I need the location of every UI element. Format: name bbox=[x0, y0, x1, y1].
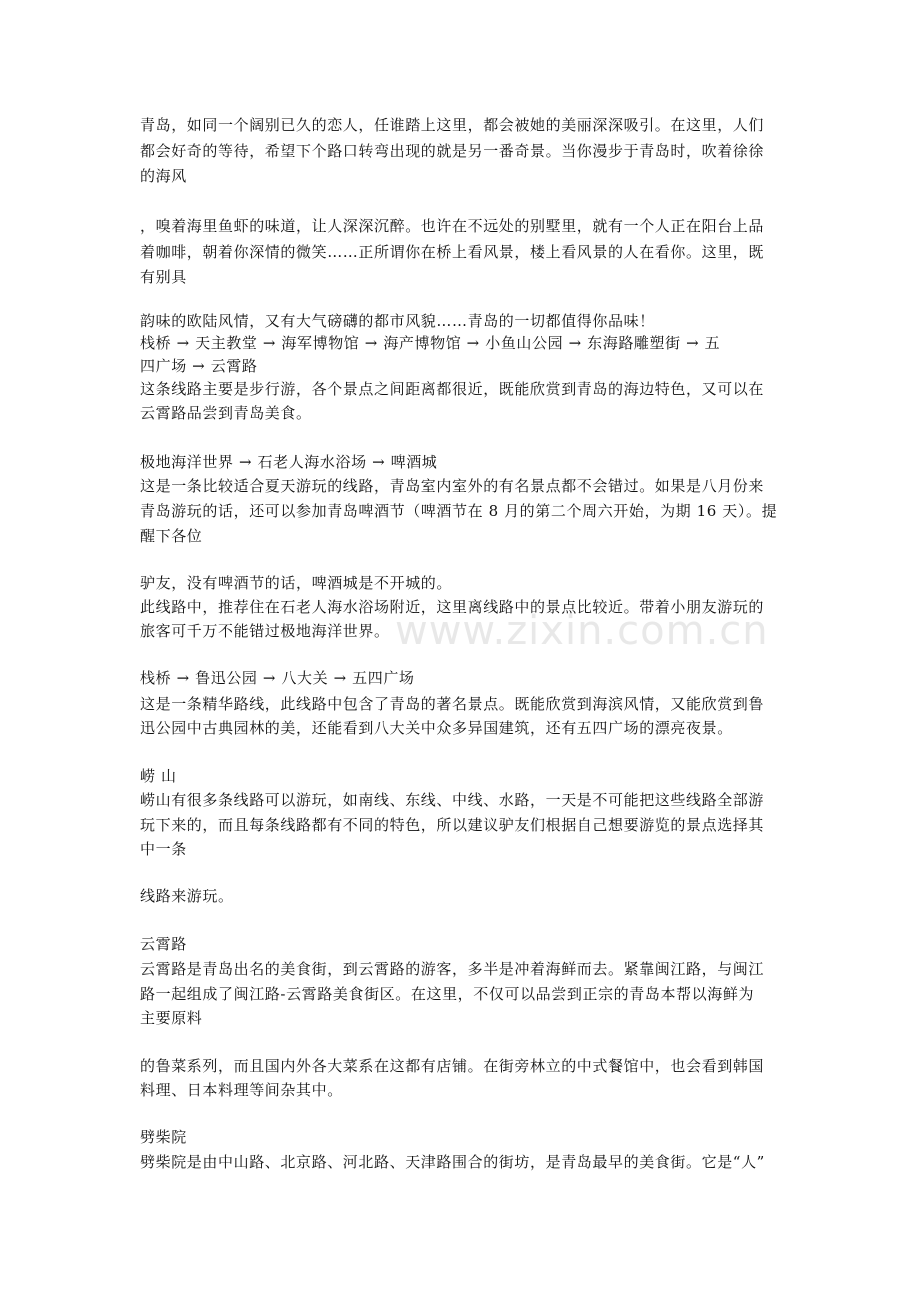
text-line: 这是一条精华路线，此线路中包含了青岛的著名景点。既能欣赏到海滨风情，又能欣赏到鲁 bbox=[140, 695, 765, 713]
text-line: 路一起组成了闽江路-云霄路美食街区。在这里，不仅可以品尝到正宗的青岛本帮以海鲜为 bbox=[140, 985, 755, 1003]
section-heading: 云霄路 bbox=[140, 935, 187, 953]
text-line: 迅公园中古典园林的美，还能看到八大关中众多异国建筑，还有五四广场的漂亮夜景。 bbox=[140, 719, 733, 737]
text-line: 都会好奇的等待，希望下个路口转弯出现的就是另一番奇景。当你漫步于青岛时，吹着徐徐 bbox=[140, 142, 765, 160]
text-line: 青岛，如同一个阔别已久的恋人，任谁踏上这里，都会被她的美丽深深吸引。在这里，人们 bbox=[140, 116, 765, 134]
text-line: 中一条 bbox=[140, 840, 187, 858]
text-line: 旅客可千万不能错过极地海洋世界。 bbox=[140, 622, 390, 640]
text-line: ，嗅着海里鱼虾的味道，让人深深沉醉。也许在不远处的别墅里，就有一个人正在阳台上品 bbox=[140, 217, 765, 235]
text-line: 此线路中，推荐住在石老人海水浴场附近，这里离线路中的景点比较近。带着小朋友游玩的 bbox=[140, 598, 765, 616]
text-line: 这条线路主要是步行游，各个景点之间距离都很近，既能欣赏到青岛的海边特色，又可以在 bbox=[140, 380, 765, 398]
route-line: 四广场 → 云霄路 bbox=[140, 357, 258, 375]
text-line: 着咖啡，朝着你深情的微笑……正所谓你在桥上看风景，楼上看风景的人在看你。这里，既 bbox=[140, 243, 765, 261]
text-line: 韵味的欧陆风情，又有大气磅礴的都市风貌……青岛的一切都值得你品味！ bbox=[140, 312, 655, 330]
text-line: 料理、日本料理等间杂其中。 bbox=[140, 1081, 343, 1099]
watermark: www.zixin.com.cn bbox=[395, 608, 769, 654]
text-line: 驴友，没有啤酒节的话，啤酒城是不开城的。 bbox=[140, 574, 453, 592]
section-heading: 劈柴院 bbox=[140, 1128, 187, 1146]
text-line: 玩下来的，而且每条线路都有不同的特色，所以建议驴友们根据自己想要游览的景点选择其 bbox=[140, 816, 765, 834]
route-line: 栈桥 → 鲁迅公园 → 八大关 → 五四广场 bbox=[140, 669, 415, 687]
text-line: 崂山有很多条线路可以游玩，如南线、东线、中线、水路，一天是不可能把这些线路全部游 bbox=[140, 791, 765, 809]
text-line: 有别具 bbox=[140, 268, 187, 286]
text-line: 的海风 bbox=[140, 167, 187, 185]
text-line: 的鲁菜系列，而且国内外各大菜系在这都有店铺。在街旁林立的中式餐馆中，也会看到韩国 bbox=[140, 1057, 765, 1075]
text-line: 云霄路是青岛出名的美食街，到云霄路的游客，多半是冲着海鲜而去。紧靠闽江路，与闽江 bbox=[140, 960, 765, 978]
route-line: 极地海洋世界 → 石老人海水浴场 → 啤酒城 bbox=[140, 453, 438, 471]
text-line: 这是一条比较适合夏天游玩的线路，青岛室内室外的有名景点都不会错过。如果是八月份来 bbox=[140, 477, 765, 495]
text-line: 主要原料 bbox=[140, 1009, 203, 1027]
section-heading: 崂 山 bbox=[140, 767, 177, 785]
text-line: 线路来游玩。 bbox=[140, 887, 234, 905]
text-line: 醒下各位 bbox=[140, 527, 203, 545]
text-line: 云霄路品尝到青岛美食。 bbox=[140, 404, 312, 422]
text-line: 劈柴院是由中山路、北京路、河北路、天津路围合的街坊，是青岛最早的美食街。它是“人” bbox=[140, 1153, 765, 1171]
route-line: 栈桥 → 天主教堂 → 海军博物馆 → 海产博物馆 → 小鱼山公园 → 东海路雕塑街 → 五 bbox=[140, 334, 721, 352]
text-line: 青岛游玩的话，还可以参加青岛啤酒节（啤酒节在 8 月的第二个周六开始，为期 16 天）。提 bbox=[140, 502, 778, 520]
